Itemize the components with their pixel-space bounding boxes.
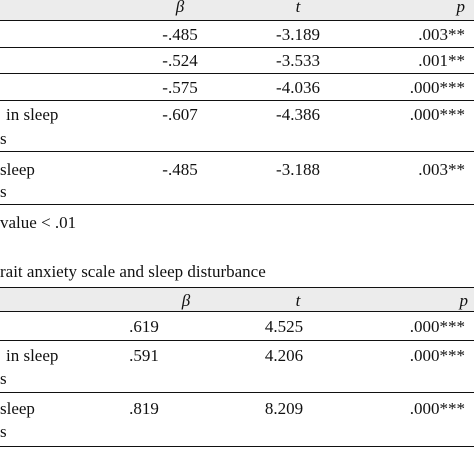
row-label-line2: s	[0, 369, 7, 388]
t-value: -3.189	[276, 25, 320, 44]
beta-value: .591	[129, 346, 159, 365]
row-label-line1: in sleep	[6, 346, 59, 365]
row-label-line2: s	[0, 422, 7, 441]
table-2-bottom-rule	[0, 446, 474, 447]
row-divider	[0, 73, 474, 74]
row-divider	[0, 151, 474, 152]
header-beta: β	[181, 291, 191, 310]
header-t: t	[295, 291, 301, 310]
table-2-caption: rait anxiety scale and sleep disturbance	[0, 262, 266, 281]
t-value: 4.206	[264, 346, 304, 365]
row-label-line2: s	[0, 129, 7, 148]
header-beta: β	[175, 0, 185, 16]
table-bottom-rule	[0, 204, 474, 205]
row-label-line2: s	[0, 182, 7, 201]
t-value: -4.036	[276, 78, 320, 97]
beta-value: -.607	[162, 105, 198, 124]
beta-value: -.575	[162, 78, 198, 97]
t-value: 4.525	[264, 317, 304, 336]
header-p: p	[456, 0, 465, 16]
p-value: .003**	[418, 25, 465, 44]
table-2-header-row	[0, 288, 474, 312]
table-1-header-row	[0, 0, 474, 21]
p-value: .000***	[409, 78, 465, 97]
p-value: .003**	[418, 160, 465, 179]
header-t: t	[295, 0, 301, 16]
row-label-line1: in sleep	[6, 105, 59, 124]
p-value: .001**	[418, 51, 465, 70]
row-divider	[0, 340, 474, 341]
p-value: .000***	[409, 346, 465, 365]
row-divider	[0, 100, 474, 101]
header-p: p	[459, 291, 468, 310]
beta-value: -.485	[162, 160, 198, 179]
table-1-footnote: value < .01	[0, 213, 77, 232]
t-value: 8.209	[264, 399, 304, 418]
beta-value: .619	[129, 317, 159, 336]
row-divider	[0, 392, 474, 393]
row-label-line1: sleep	[0, 399, 35, 418]
row-divider	[0, 47, 474, 48]
p-value: .000***	[409, 399, 465, 418]
row-label-line1: sleep	[0, 160, 35, 179]
t-value: -3.188	[276, 160, 320, 179]
p-value: .000***	[409, 317, 465, 336]
beta-value: -.524	[162, 51, 198, 70]
t-value: -4.386	[276, 105, 320, 124]
beta-value: -.485	[162, 25, 198, 44]
beta-value: .819	[129, 399, 159, 418]
p-value: .000***	[409, 105, 465, 124]
t-value: -3.533	[276, 51, 320, 70]
